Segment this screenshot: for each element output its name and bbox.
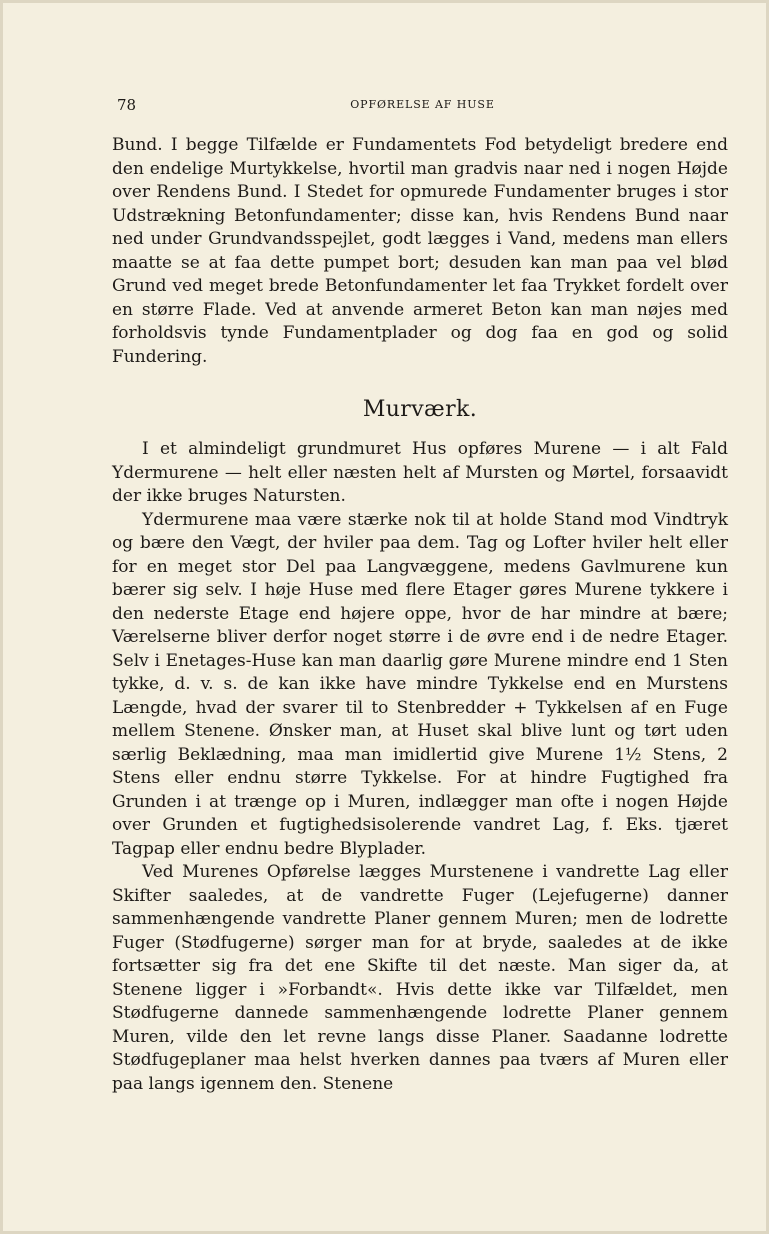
running-title: OPFØRELSE AF HUSE bbox=[350, 98, 495, 111]
continuation-paragraph: Bund. I begge Tilfælde er Fundamentets Fod betydeligt bredere end den endelige Murtykkelse, hvortil man gradvis naar ned i nogen Højde over Rendens Bund. I Stedet for opmurede Fundamenter bruges i stor Udstrækning Betonfundamenter; disse kan, hvis Rendens Bund naar ned under Grundvandsspejlet, godt lægges i Vand, medens man ellers maatte se at faa dette pumpet bort; desuden kan man paa vel blød Grund ved meget brede Betonfundamenter let faa Trykket fordelt over en større Flade. Ved at anvende armeret Beton kan man nøjes med forholdsvis tynde Fundamentplader og dog faa en god og solid Fundering. bbox=[112, 135, 728, 367]
section-body bbox=[112, 438, 728, 1096]
section-heading: Murværk. bbox=[362, 397, 478, 422]
running-head bbox=[117, 96, 728, 116]
paragraph: Ydermurene maa være stærke nok til at holde Stand mod Vindtryk og bære den Vægt, der hviler paa dem. Tag og Lofter hviler helt eller for en meget stor Del paa Langvæggene, medens Gavlmurene kun bærer sig selv. I høje Huse med flere Etager gøres Murene tykkere i den nederste Etage end højere oppe, hvor de har mindre at bære; Værelserne bliver derfor noget større i de øvre end i de nedre Etager. Selv i Enetages-Huse kan man daarlig gøre Murene mindre end 1 Sten tykke, d. v. s. de kan ikke have mindre Tykkelse end en Murstens Længde, hvad der svarer til to Stenbredder + Tykkelsen af en Fuge mellem Stenene. Ønsker man, at Huset skal blive lunt og tørt uden særlig Beklædning, maa man imidlertid give Murene 1½ Stens, 2 Stens eller endnu større Tykkelse. For at hindre Fugtighed fra Grunden i at trænge op i Muren, indlægger man ofte i nogen Højde over Grunden et fugtighedsisolerende vandret Lag, f. Eks. tjæret Tagpap eller endnu bedre Blyplader. bbox=[112, 509, 728, 859]
page-number: 78 bbox=[117, 96, 137, 114]
paragraph: Ved Murenes Opførelse lægges Murstenene i vandrette Lag eller Skifter saaledes, at de vandrette Fuger (Lejefugerne) danner sammenhængende vandrette Planer gennem Muren; men de lodrette Fuger (Stødfugerne) sørger man for at bryde, saaledes at de ikke fortsætter sig fra det ene Skifte til det næste. Man siger da, at Stenene ligger i »Forbandt«. Hvis dette ikke var Tilfældet, men Stødfugerne dannede sammenhængende lodrette Planer gennem Muren, vilde den let revne langs disse Planer. Saadanne lodrette Stødfugeplaner maa helst hverken dannes paa tværs af Muren eller paa langs igennem den. Stenene bbox=[112, 862, 728, 1094]
paragraph: I et almindeligt grundmuret Hus opføres Murene — i alt Fald Ydermurene — helt eller næsten helt af Mursten og Mørtel, forsaavidt der ikke bruges Natursten. bbox=[112, 439, 728, 506]
continuation-paragraph-block bbox=[112, 134, 728, 369]
